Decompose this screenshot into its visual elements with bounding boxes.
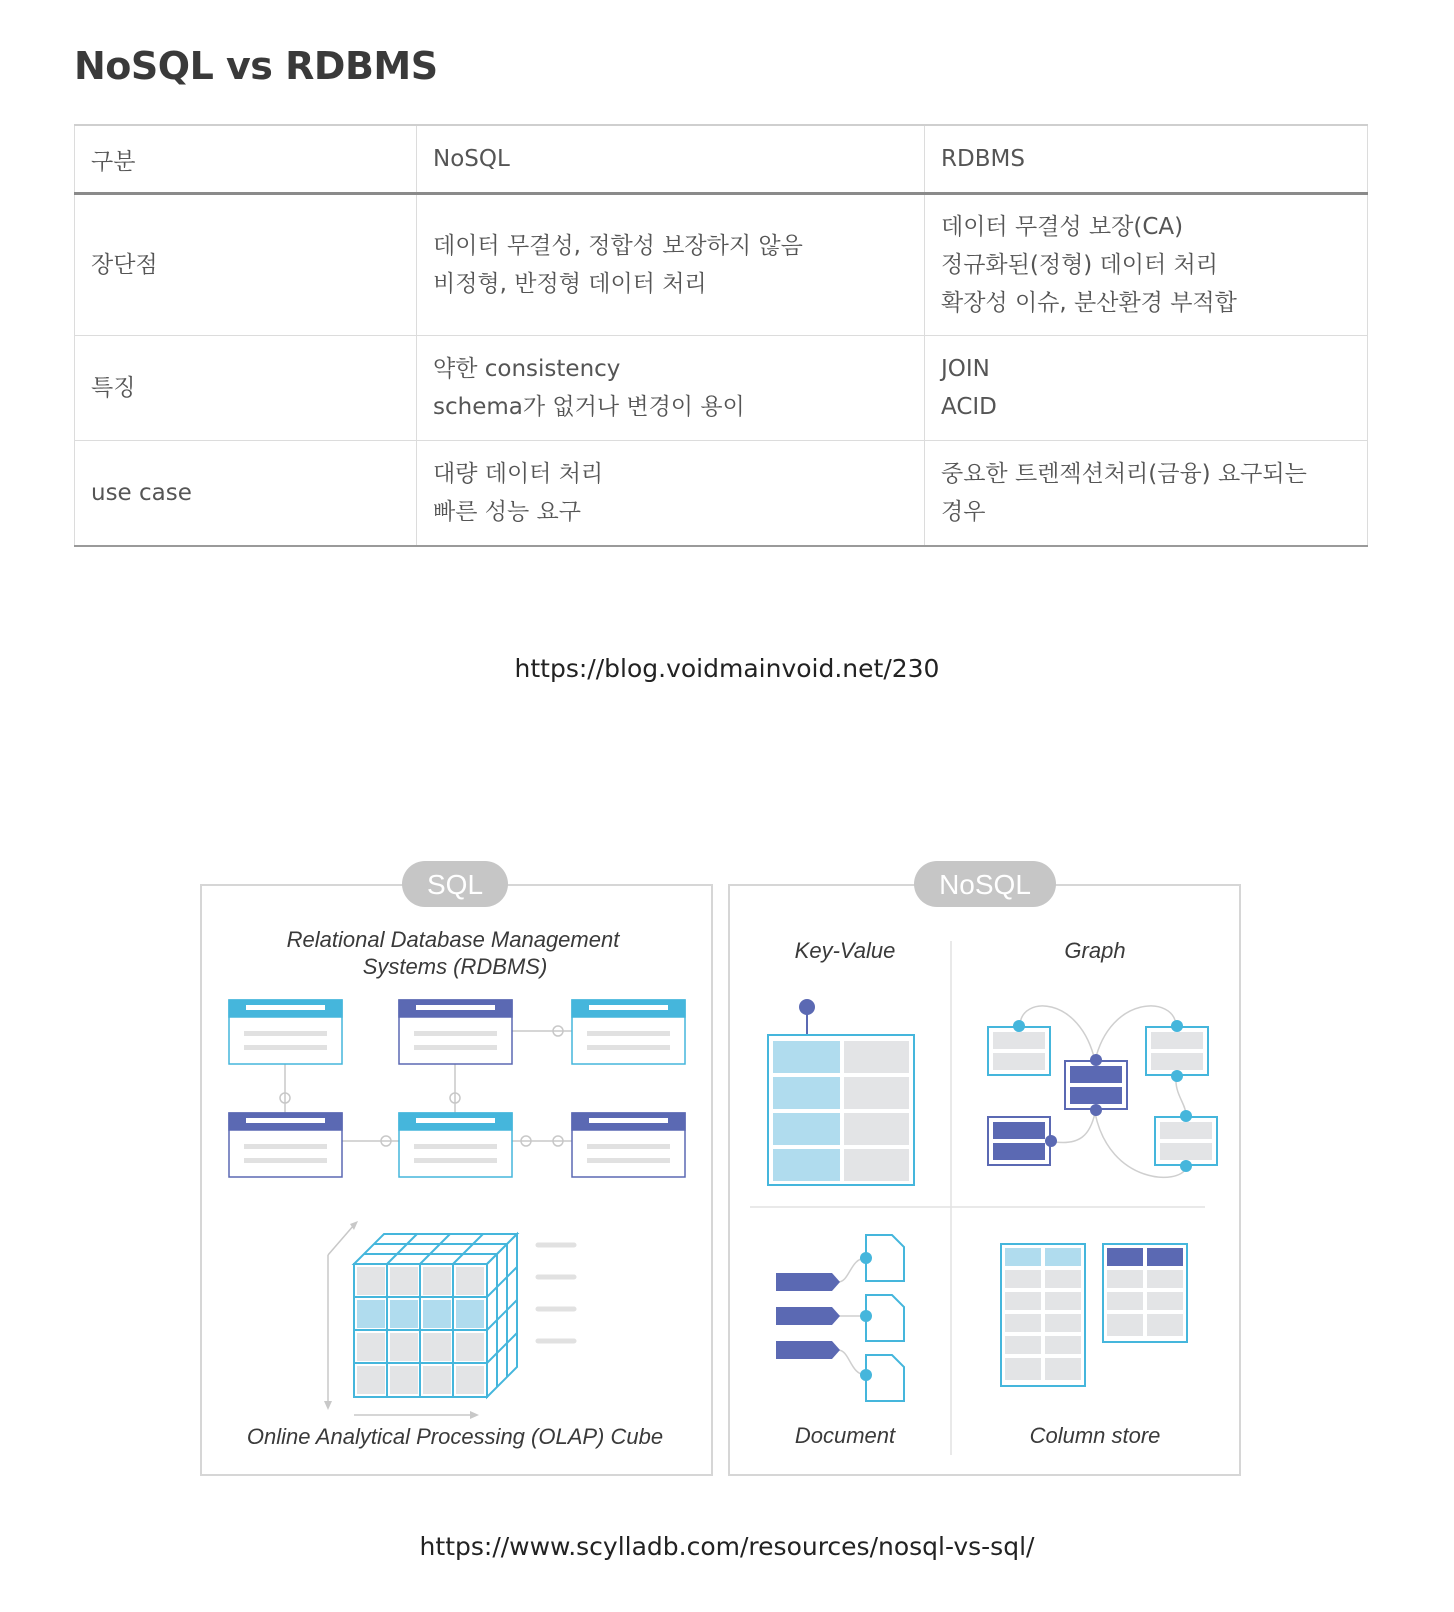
sql-nosql-diagram xyxy=(0,855,1454,1495)
row-label: 장단점 xyxy=(75,194,417,336)
cell-line: 데이터 무결성 보장(CA) xyxy=(941,214,1184,240)
svg-text:SQL: SQL xyxy=(426,869,484,900)
key-value-label: Key-Value xyxy=(794,938,896,963)
table-row xyxy=(75,336,1368,441)
row-label: 특징 xyxy=(75,336,417,441)
rdbms-cell xyxy=(925,441,1368,547)
cell-line: ACID xyxy=(941,394,997,420)
svg-text:NoSQL: NoSQL xyxy=(939,869,1031,900)
cell-line: 대량 데이터 처리 xyxy=(433,461,604,487)
header-category: 구분 xyxy=(75,125,417,194)
rdbms-label-line2: Systems (RDBMS) xyxy=(362,954,548,979)
sql-pill xyxy=(402,861,508,907)
header-rdbms: RDBMS xyxy=(925,125,1368,194)
cell-line: 비정형, 반정형 데이터 처리 xyxy=(433,271,707,297)
cell-line: 정규화된(정형) 데이터 처리 xyxy=(941,252,1218,278)
header-nosql: NoSQL xyxy=(417,125,925,194)
nosql-pill xyxy=(914,861,1056,907)
table-row xyxy=(75,194,1368,336)
nosql-cell xyxy=(417,194,925,336)
rdbms-cell xyxy=(925,336,1368,441)
document-label: Document xyxy=(794,1423,896,1448)
cell-line: 확장성 이슈, 분산환경 부적합 xyxy=(941,290,1237,316)
row-label: use case xyxy=(75,441,417,547)
cell-line: schema가 없거나 변경이 용이 xyxy=(433,394,745,420)
cell-line: 경우 xyxy=(941,499,986,525)
cell-line: 데이터 무결성, 정합성 보장하지 않음 xyxy=(433,233,803,259)
source-link-scylladb[interactable]: https://www.scylladb.com/resources/nosql-vs-sql/ xyxy=(419,1532,1035,1561)
nosql-cell xyxy=(417,336,925,441)
rdbms-label-line1: Relational Database Management xyxy=(286,927,620,952)
page-title: NoSQL vs RDBMS xyxy=(74,44,438,88)
rdbms-cell xyxy=(925,194,1368,336)
comparison-table xyxy=(74,124,1368,547)
cell-line: 약한 consistency xyxy=(433,356,621,382)
table-header-row xyxy=(75,125,1368,194)
table-row xyxy=(75,441,1368,547)
olap-label: Online Analytical Processing (OLAP) Cube xyxy=(246,1424,664,1449)
cell-line: JOIN xyxy=(941,356,990,382)
nosql-cell xyxy=(417,441,925,547)
source-link-blog[interactable]: https://blog.voidmainvoid.net/230 xyxy=(514,654,940,683)
cell-line: 빠른 성능 요구 xyxy=(433,499,581,525)
column-store-label: Column store xyxy=(1029,1423,1161,1448)
cell-line: 중요한 트렌젝션처리(금융) 요구되는 xyxy=(941,461,1307,487)
graph-label: Graph xyxy=(1064,938,1126,963)
